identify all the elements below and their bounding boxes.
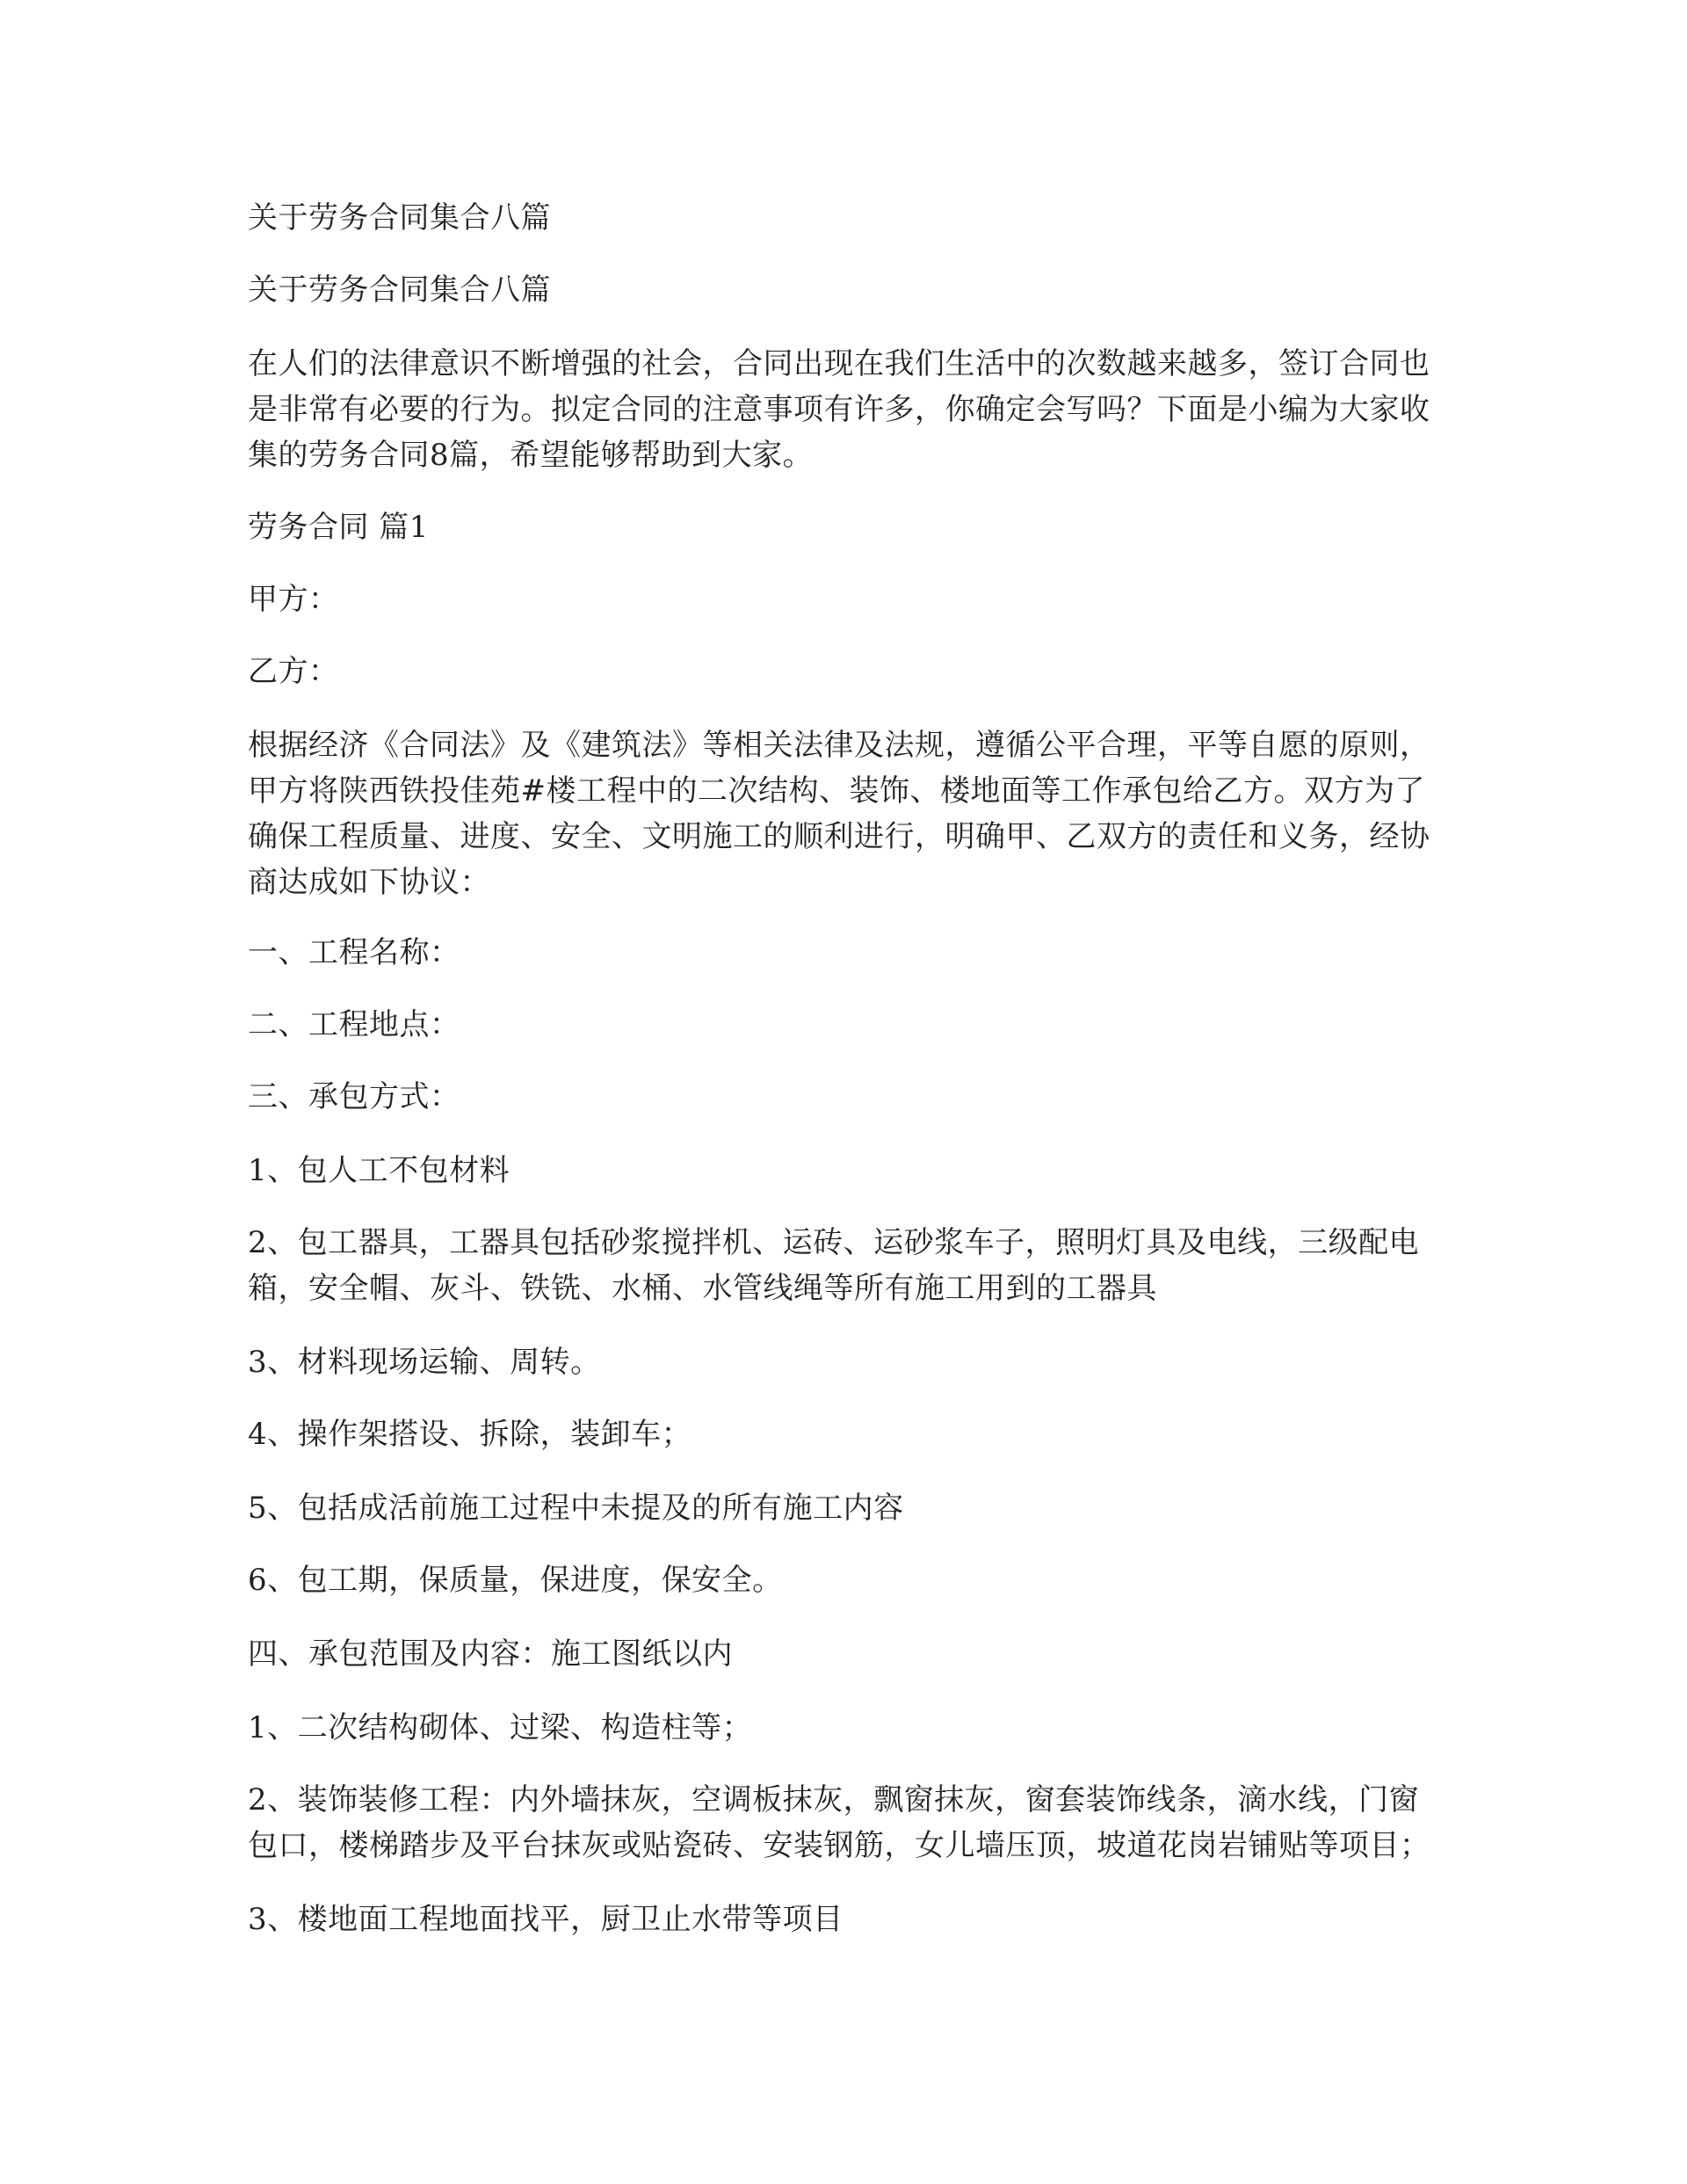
document-title: 关于劳务合同集合八篇 (248, 200, 551, 236)
clause-scope: 四、承包范围及内容：施工图纸以内 (248, 1636, 733, 1672)
party-a: 甲方： (248, 582, 339, 617)
scope-item-1: 1、二次结构砌体、过梁、构造柱等； (248, 1710, 753, 1745)
method-item-1: 1、包人工不包材料 (248, 1153, 510, 1188)
scope-item-2: 2、装饰装修工程：内外墙抹灰，空调板抹灰，飘窗抹灰，窗套装饰线条，滴水线，门窗包口，楼梯踏步及平台抹灰或贴瓷砖、安装钢筋，女儿墙压顶，坡道花岗岩铺贴等项目； (248, 1782, 1430, 1863)
method-item-5: 5、包括成活前施工过程中未提及的所有施工内容 (248, 1491, 904, 1526)
method-item-4: 4、操作架搭设、拆除，装卸车； (248, 1417, 692, 1452)
section-heading: 劳务合同 篇1 (248, 510, 429, 545)
basis-paragraph: 根据经济《合同法》及《建筑法》等相关法律及法规，遵循公平合理，平等自愿的原则，甲方将陕西铁投佳苑#楼工程中的二次结构、装饰、楼地面等工作承包给乙方。双方为了确保工程质量、进度、安全、文明施工的顺利进行，明确甲、乙双方的责任和义务，经协商达成如下协议： (248, 728, 1430, 900)
document-subtitle: 关于劳务合同集合八篇 (248, 272, 551, 308)
intro-paragraph: 在人们的法律意识不断增强的社会，合同出现在我们生活中的次数越来越多，签订合同也是非常有必要的行为。拟定合同的注意事项有许多，你确定会写吗？下面是小编为大家收集的劳务合同8篇，希望能够帮助到大家。 (248, 346, 1430, 473)
clause-project-location: 二、工程地点： (248, 1007, 460, 1042)
method-item-3: 3、材料现场运输、周转。 (248, 1345, 601, 1380)
clause-project-name: 一、工程名称： (248, 935, 460, 970)
document-page (248, 0, 1443, 2184)
scope-item-3: 3、楼地面工程地面找平，厨卫止水带等项目 (248, 1902, 844, 1937)
method-item-2: 2、包工器具，工器具包括砂浆搅拌机、运砖、运砂浆车子，照明灯具及电线，三级配电箱，安全帽、灰斗、铁铣、水桶、水管线绳等所有施工用到的工器具 (248, 1225, 1420, 1306)
party-b: 乙方： (248, 654, 339, 689)
clause-contract-method: 三、承包方式： (248, 1079, 460, 1114)
method-item-6: 6、包工期，保质量，保进度，保安全。 (248, 1563, 783, 1598)
